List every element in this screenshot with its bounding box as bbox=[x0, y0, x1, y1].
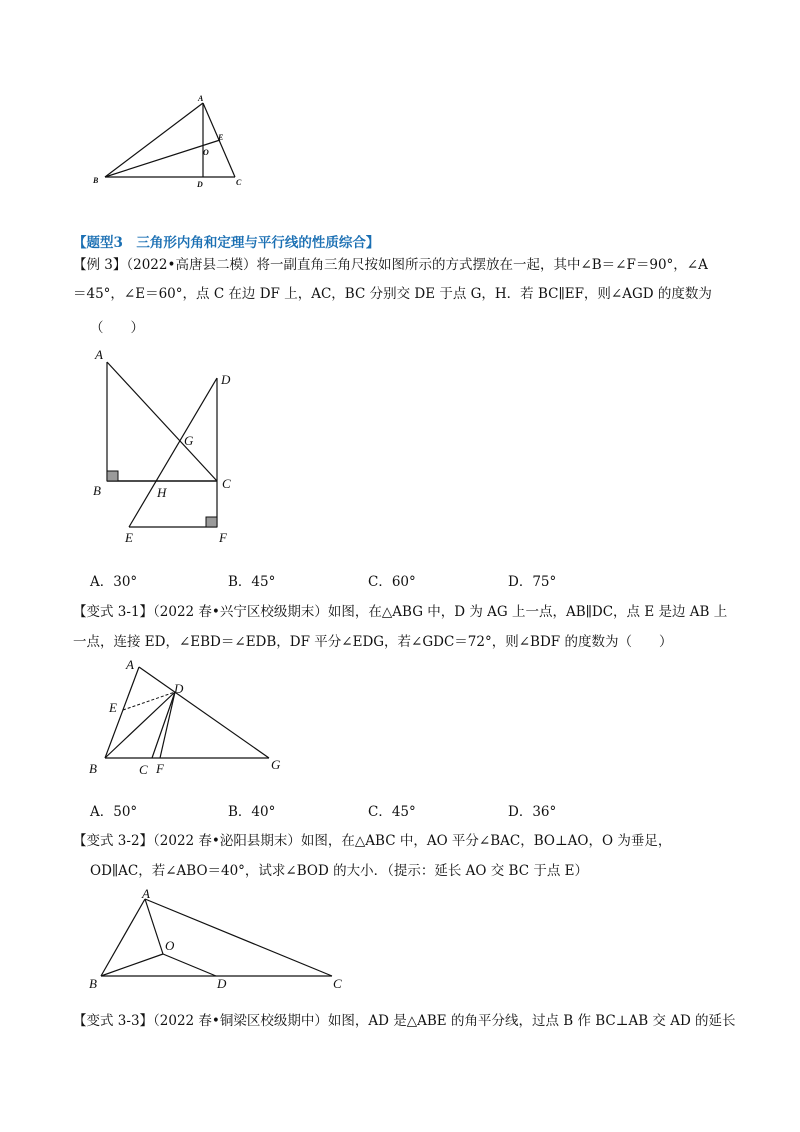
example-3-option-a: A．30° bbox=[90, 574, 138, 590]
label-a: A bbox=[95, 347, 103, 362]
label-b: B bbox=[93, 483, 101, 498]
variant-3-1-line-1: 【变式 3-1】（2022 春•兴宁区校级期末）如图，在△ABG 中，D 为 AG 上一点，AB∥DC，点 E 是边 AB 上 bbox=[73, 604, 728, 620]
example-3-line-3: （ ） bbox=[90, 320, 144, 336]
right-angle-b-mark bbox=[107, 471, 118, 481]
example-3-option-b: B．45° bbox=[228, 574, 276, 590]
label-d: D bbox=[174, 681, 184, 696]
variant-3-1-line-2: 一点，连接 ED，∠EBD＝∠EDB，DF 平分∠EDG，若∠GDC＝72°，则∠BDF 的度数为（ ） bbox=[73, 634, 673, 650]
example-3-line-2: ＝45°，∠E＝60°，点 C 在边 DF 上，AC，BC 分别交 DE 于点 G，H．若 BC∥EF，则∠AGD 的度数为 bbox=[73, 286, 712, 302]
segment-bo bbox=[101, 954, 163, 976]
label-c: C bbox=[333, 976, 342, 991]
label-e: E bbox=[109, 700, 117, 715]
label-a: A bbox=[198, 94, 204, 103]
variant-3-1-option-c: C．45° bbox=[368, 804, 416, 820]
label-a: A bbox=[142, 886, 150, 901]
variant-3-1-option-d: D．36° bbox=[508, 804, 557, 820]
label-e: E bbox=[218, 133, 224, 142]
label-g: G bbox=[271, 757, 281, 772]
segment-ab bbox=[105, 103, 203, 177]
segment-ab bbox=[101, 899, 145, 976]
label-b: B bbox=[93, 176, 99, 185]
figure-1-triangle bbox=[85, 90, 255, 195]
segment-ao bbox=[145, 899, 163, 954]
label-d: D bbox=[221, 372, 231, 387]
figure-3-triangle-abg bbox=[85, 652, 295, 782]
label-a: A bbox=[126, 657, 134, 672]
label-o: O bbox=[203, 148, 209, 157]
variant-3-1-option-b: B．40° bbox=[228, 804, 276, 820]
example-3-line-1: 【例 3】（2022•高唐县二模）将一副直角三角尺按如图所示的方式摆放在一起，其中∠B＝∠F＝90°，∠A bbox=[73, 257, 708, 273]
segment-od bbox=[163, 954, 216, 976]
segment-df bbox=[160, 692, 175, 758]
example-3-option-c: C．60° bbox=[368, 574, 416, 590]
variant-3-2-line-1: 【变式 3-2】（2022 春•泌阳县期末）如图，在△ABC 中，AO 平分∠BAC，BO⊥AO，O 为垂足， bbox=[73, 833, 672, 849]
example-3-option-d: D．75° bbox=[508, 574, 557, 590]
label-b: B bbox=[89, 761, 97, 776]
segment-ac bbox=[107, 362, 217, 481]
variant-3-2-line-2: OD∥AC，若∠ABO＝40°，试求∠BOD 的大小．（提示：延长 AO 交 BC 于点 E） bbox=[90, 863, 588, 879]
label-g: G bbox=[184, 433, 194, 448]
segment-ag bbox=[139, 667, 269, 758]
label-c: C bbox=[139, 762, 148, 777]
segment-dc bbox=[152, 692, 175, 758]
variant-3-1-option-a: A．50° bbox=[90, 804, 138, 820]
label-d: D bbox=[197, 180, 203, 189]
label-o: O bbox=[165, 938, 175, 953]
label-h: H bbox=[157, 485, 167, 500]
figure-4-triangle-abc bbox=[85, 884, 355, 994]
label-b: B bbox=[89, 976, 97, 991]
segment-ed bbox=[123, 692, 175, 710]
label-c: C bbox=[222, 476, 231, 491]
variant-3-3-line-1: 【变式 3-3】（2022 春•铜梁区校级期中）如图，AD 是△ABE 的角平分线，过点 B 作 BC⊥AB 交 AD 的延长 bbox=[73, 1013, 736, 1029]
label-f: F bbox=[219, 530, 227, 545]
figure-2-set-squares bbox=[85, 340, 255, 550]
section-3-heading: 【题型3 三角形内角和定理与平行线的性质综合】 bbox=[73, 235, 380, 251]
label-d: D bbox=[217, 976, 227, 991]
right-angle-f-mark bbox=[206, 517, 217, 527]
label-f: F bbox=[156, 761, 164, 776]
label-c: C bbox=[236, 178, 242, 187]
label-e: E bbox=[125, 530, 133, 545]
